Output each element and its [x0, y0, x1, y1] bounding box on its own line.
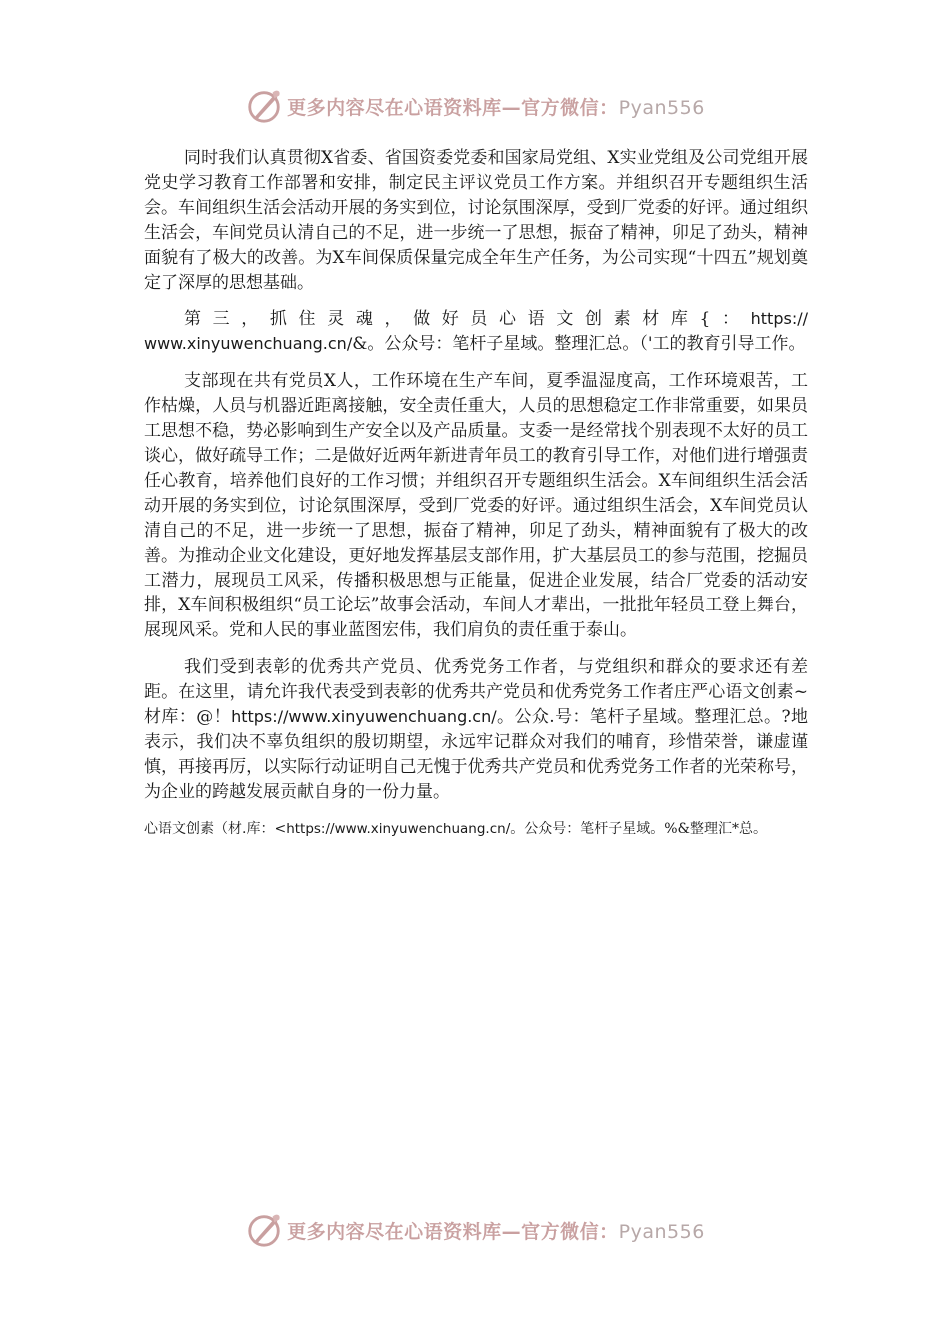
- header-banner: [0, 84, 950, 128]
- paragraph-4-post: 。公众.号：笔杆子星域。整理汇总。?地表示，我们决不辜负组织的殷切期望，永远牢记群众对我们的哺育，珍惜荣誉，谦虚谨慎，再接再厉，以实际行动证明自己无愧于优秀共产党员和优秀党务工作者的光荣称号，为企业的跨越发展贡献自身的一份力量。: [144, 707, 809, 802]
- paragraph-3: 支部现在共有党员X人，工作环境在生产车间，夏季温湿度高，工作环境艰苦，工作枯燥，人员与机器近距离接触，安全责任重大，人员的思想稳定工作非常重要，如果员工思想不稳，势必影响到生产安全以及产品质量。支委一是经常找个别表现不太好的员工谈心，做好疏导工作；二是做好近两年新进青年员工的教育引导工作，对他们进行增强责任心教育，培养他们良好的工作习惯；并组织召开专题组织生活会。X车间组织生活会活动开展的务实到位，讨论氛围深厚，受到厂党委的好评。通过组织生活会，X车间党员认清自己的不足，进一步统一了思想，振奋了精神，卯足了劲头，精神面貌有了极大的改善。为推动企业文化建设，更好地发挥基层支部作用，扩大基层员工的参与范围，挖掘员工潜力，展现员工风采，传播积极思想与正能量，促进企业发展，结合厂党委的活动安排，X车间积极组织“员工论坛”故事会活动，车间人才辈出，一批批年轻员工登上舞台，展现风采。党和人民的事业蓝图宏伟，我们肩负的责任重于泰山。: [144, 371, 808, 641]
- banner-text: 更多内容尽在心语资料库—官方微信：Pyan556: [287, 96, 705, 119]
- paragraph-2-post: &。公众号：笔杆子星域。整理汇总。（'工的教育引导工作。: [352, 334, 806, 355]
- paragraph-1: 同时我们认真贯彻X省委、省国资委党委和国家局党组、X实业党组及公司党组开展党史学习教育工作部署和安排，制定民主评议党员工作方案。并组织召开专题组织生活会。车间组织生活会活动开展的务实到位，讨论氛围深厚，受到厂党委的好评。通过组织生活会，车间党员认清自己的不足，进一步统一了思想，振奋了精神，卯足了劲头，精神面貌有了极大的改善。为X车间保质保量完成全年生产任务，为公司实现“十四五”规划奠定了深厚的思想基础。: [144, 148, 808, 293]
- banner-wechat-id: Pyan556: [618, 1220, 705, 1243]
- paragraph-4-pre: 我们受到表彰的优秀共产党员、优秀党务工作者，与党组织和群众的要求还有差距。在这里，请允许我代表受到表彰的优秀共产党员和优秀党务工作者庄严心语文创素~材库：@！: [144, 657, 808, 728]
- banner-text: 更多内容尽在心语资料库—官方微信：Pyan556: [287, 1220, 705, 1243]
- document-body: [144, 146, 808, 853]
- paragraph-4-url: https://www.xinyuwenchuang.cn/: [231, 707, 497, 727]
- banner-wechat-id: Pyan556: [618, 96, 705, 119]
- footer-note: [144, 817, 808, 841]
- footer-note-url: https://www.xinyuwenchuang.cn/: [286, 820, 511, 837]
- paragraph-2: [144, 307, 808, 357]
- quill-logo-icon: [245, 87, 283, 125]
- paragraph-2-pre: 第三，抓住灵魂，做好员心语文创素材库{：: [184, 309, 751, 330]
- paragraph-4: [144, 655, 808, 804]
- footer-note-post: 。公众号：笔杆子星域。%&整理汇*总。: [510, 820, 768, 837]
- quill-logo-icon: [245, 1211, 283, 1249]
- paragraph-2-url: https://www.xinyuwenchuang.cn/: [144, 309, 808, 354]
- footer-note-pre: 心语文创素（材.库：<: [144, 820, 287, 837]
- footer-banner: [0, 1208, 950, 1252]
